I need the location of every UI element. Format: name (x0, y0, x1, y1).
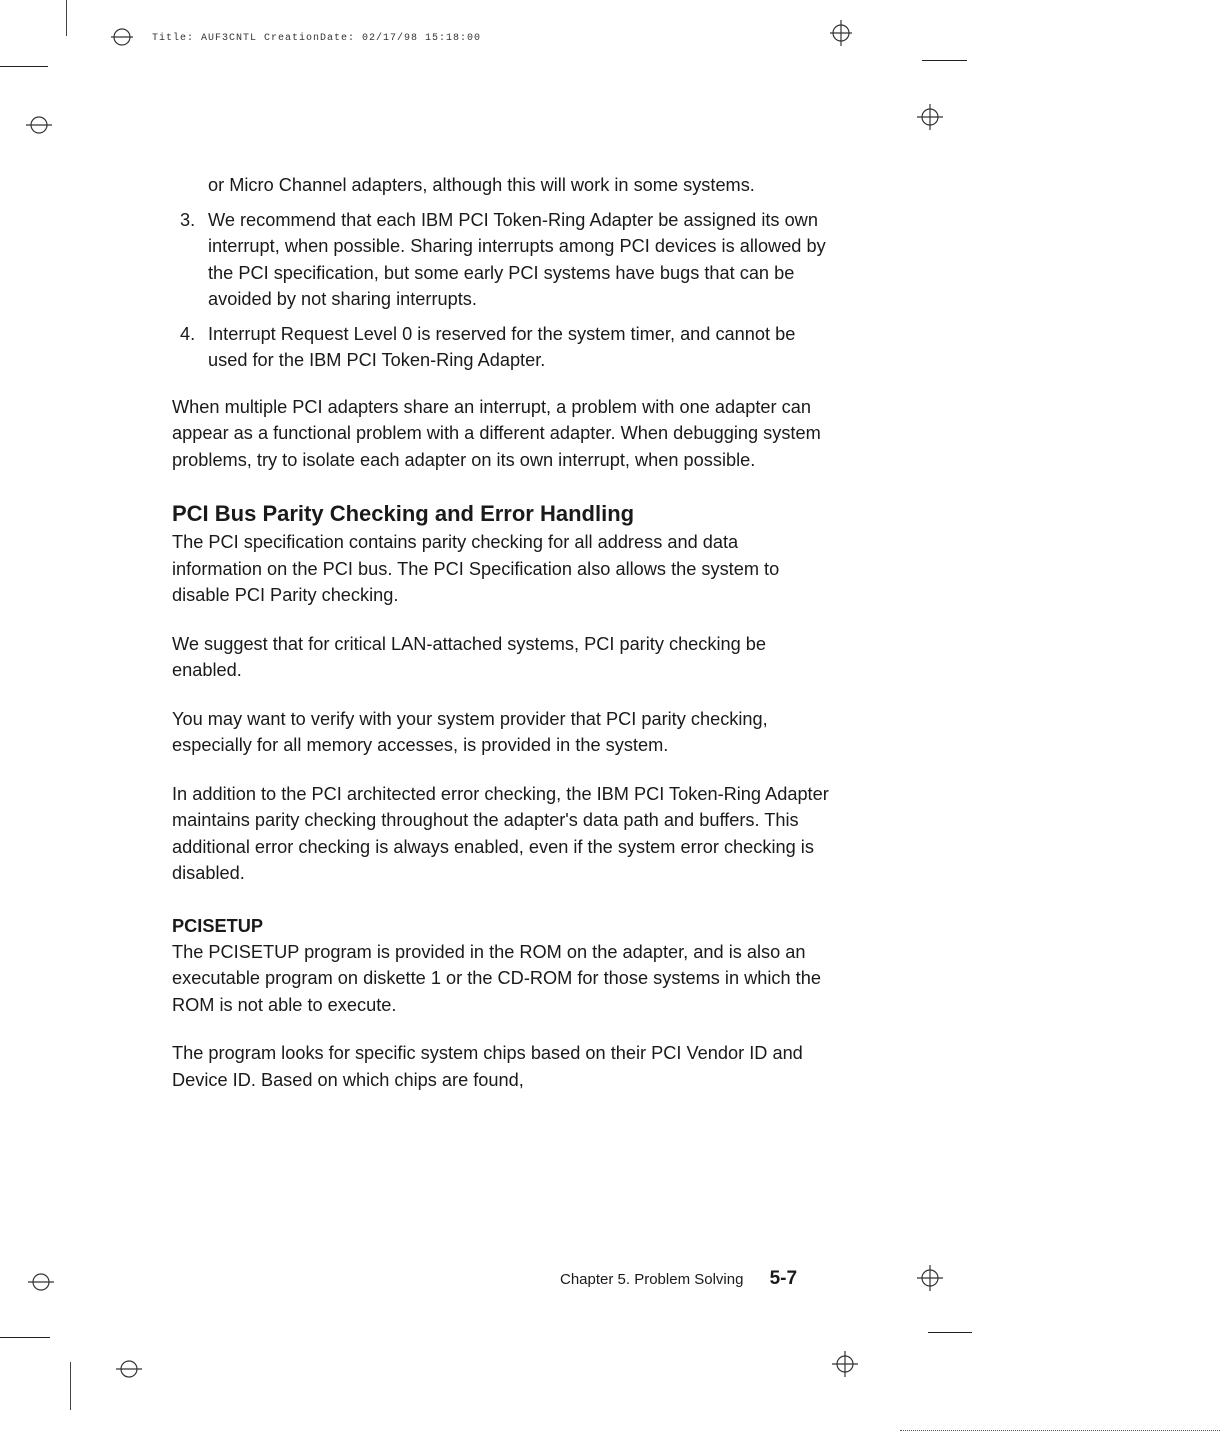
crop-mark-line (922, 60, 967, 61)
paragraph: You may want to verify with your system provider that PCI parity checking, especially for all memory accesses, is provided in the system. (172, 708, 768, 755)
paragraph: The PCI specification contains parity checking for all address and data information on the PCI bus. The PCI Specification also allows the system to disable PCI Parity checking. (172, 532, 780, 605)
footer-chapter: Chapter 5. Problem Solving (560, 1271, 744, 1288)
section-heading: PCI Bus Parity Checking and Error Handling (172, 501, 635, 526)
paragraph: The program looks for specific system chips based on their PCI Vendor ID and Device ID. Based on which chips are found, (172, 1043, 803, 1090)
paragraph: The PCISETUP program is provided in the ROM on the adapter, and is also an executable program on diskette 1 or the CD-ROM for those systems in which the ROM is not able to execute. (172, 941, 821, 1015)
list-item (172, 321, 832, 374)
registration-mark-icon (830, 20, 852, 42)
subsection-heading: PCISETUP (172, 915, 263, 936)
scan-noise-line (900, 1430, 1220, 1431)
crop-mark-line (0, 66, 48, 67)
print-header: Title: AUF3CNTL CreationDate: 02/17/98 15:18:00 (152, 33, 482, 44)
registration-mark-icon (832, 1351, 854, 1373)
numbered-list (172, 207, 832, 374)
registration-mark-icon (111, 26, 133, 48)
registration-mark-icon (28, 1271, 50, 1293)
crop-mark-line (928, 1332, 972, 1333)
continuation-text: or Micro Channel adapters, although this will work in some systems. (208, 175, 755, 195)
list-item-number: 3. (180, 209, 196, 230)
registration-mark-icon (917, 1265, 939, 1287)
crop-mark-vertical (66, 0, 67, 36)
page-number: 5-7 (769, 1268, 798, 1289)
crop-mark-line (0, 1337, 50, 1338)
paragraph: When multiple PCI adapters share an interrupt, a problem with one adapter can appear as a functional problem with a different adapter. When debugging system problems, try to isolate each adapter on its own interrupt, when possible. (172, 396, 821, 470)
list-item-number: 4. (180, 323, 196, 344)
paragraph: We suggest that for critical LAN-attached systems, PCI parity checking be enabled. (172, 633, 767, 680)
list-item-text: Interrupt Request Level 0 is reserved for the system timer, and cannot be used for the IBM PCI Token-Ring Adapter. (208, 323, 796, 370)
registration-mark-icon (116, 1358, 138, 1380)
list-item (172, 207, 832, 313)
registration-mark-icon (26, 114, 48, 136)
page-footer (560, 1268, 797, 1290)
registration-mark-icon (917, 104, 939, 126)
paragraph: In addition to the PCI architected error checking, the IBM PCI Token-Ring Adapter maintains parity checking throughout the adapter's data path and buffers. This additional error checking is always enabled, even if the system error checking is disabled. (172, 783, 829, 883)
page-body (172, 172, 832, 1093)
list-item-text: We recommend that each IBM PCI Token-Ring Adapter be assigned its own interrupt, when possible. Sharing interrupts among PCI devices is allowed by the PCI specification, but some early PCI systems have bugs that can be avoided by not sharing interrupts. (208, 209, 826, 309)
crop-mark-vertical (70, 1362, 71, 1410)
